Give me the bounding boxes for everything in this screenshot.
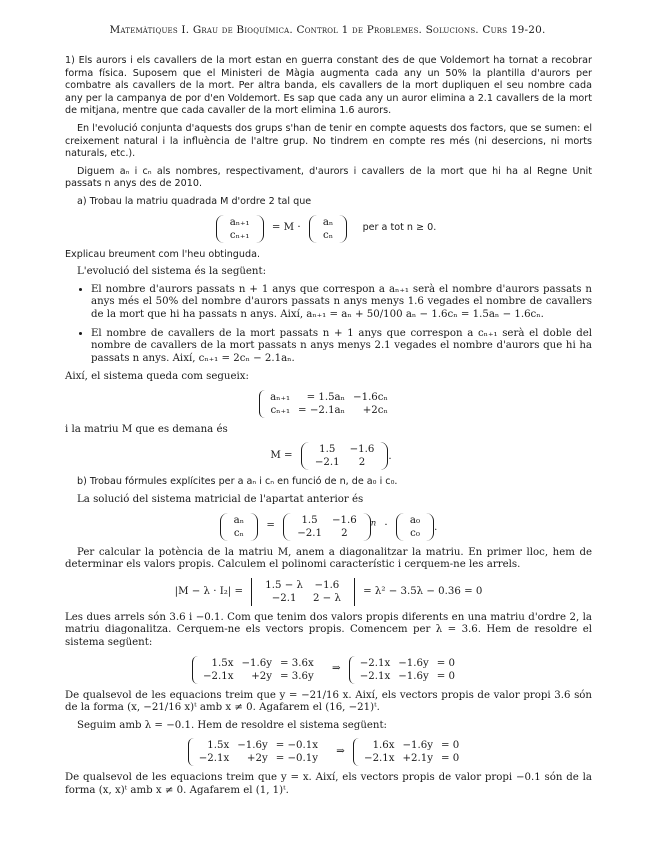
- vec-next-a: aₙ₊₁: [229, 216, 250, 228]
- next-eigenvalue: Seguim amb λ = −0.1. Hem de resoldre el sistema següent:: [77, 719, 387, 731]
- system-b-right: [353, 738, 469, 766]
- matrix-label: M =: [270, 450, 293, 462]
- vec-0-c: c₀: [410, 527, 420, 539]
- system-brace: [259, 390, 398, 418]
- power-exponent: n: [370, 518, 377, 529]
- sys-cell: +2cₙ: [362, 404, 388, 416]
- vector-zero: [396, 513, 434, 541]
- sys-cell: −2.1x: [359, 657, 391, 669]
- eigenvector-a: De qualsevol de les equacions treim que y = −21/16 x. Així, els vectors propis de valor propi 3.6 són de la forma (x, −21/16 x)ᵗ amb x ≠ 0. Agafarem el (16, −21)ᵗ.: [65, 689, 592, 714]
- sys-cell: 1.5x: [211, 657, 234, 669]
- sys-cell: +2y: [251, 670, 272, 682]
- matrix-m-body: [301, 442, 392, 470]
- charpoly-rhs: = λ² − 3.5λ − 0.36 = 0: [363, 585, 483, 597]
- diagonalize-paragraph: Per calcular la potència de la matriu M, anem a diagonalitzar la matriu. En primer lloc, hem de determinar els valors propis. Calculem el polinomi característic i cerquem-ne les arrels.: [65, 546, 592, 571]
- vec-cur-c: cₙ: [323, 229, 334, 241]
- sys-cell: −2.1x: [202, 670, 234, 682]
- sys-cell: −1.6cₙ: [353, 391, 388, 403]
- problem-notation: Diguem aₙ i cₙ als nombres, respectivament, d'aurors i cavallers de la mort que hi ha al Regne Unit passats n anys des de 2010.: [65, 165, 592, 190]
- list-item-cavallers: • El nombre de cavallers de la mort passats n + 1 anys que correspon a cₙ₊₁ serà el doble del nombre de cavallers de la mort passats n anys menys 2.1 vegades el nombre d'aurors que hi ha passats n anys. Així, cₙ₊₁ = 2cₙ − 2.1aₙ.: [91, 328, 592, 366]
- system-equations: [65, 390, 592, 418]
- sys-cell: = −2.1aₙ: [298, 404, 346, 416]
- document-body: [65, 55, 592, 803]
- equation-power: [65, 513, 592, 541]
- vector-current: [309, 215, 347, 243]
- sys-cell: = 0: [441, 753, 460, 765]
- sys-cell: 1.5x: [207, 740, 230, 752]
- sys-cell: aₙ₊₁: [270, 391, 291, 403]
- det-cell: 2 − λ: [312, 592, 341, 604]
- matrix-cell: 1.5: [301, 514, 318, 526]
- sys-cell: −2.1x: [198, 753, 230, 765]
- sys-cell: = 3.6y: [279, 670, 314, 682]
- sys-cell: −2.1x: [364, 753, 395, 765]
- system-intro: Així, el sistema queda com segueix:: [65, 371, 249, 383]
- period: .: [434, 521, 438, 533]
- evolution-intro: L'evolució del sistema és la següent:: [77, 266, 267, 278]
- matrix-intro: i la matriu M que es demana és: [65, 423, 228, 435]
- page-header: Matemàtiques I. Grau de Bioquímica. Control 1 de Problemes. Solucions. Curs 19-20.: [109, 24, 546, 36]
- sys-cell: −2.1x: [359, 670, 391, 682]
- characteristic-polynomial: [65, 578, 592, 606]
- matrix-cell: 2: [358, 457, 366, 469]
- det-cell: −2.1: [271, 592, 297, 604]
- vector-n: [220, 513, 258, 541]
- vec-n-c: cₙ: [233, 527, 244, 539]
- vec-next-c: cₙ₊₁: [229, 229, 250, 241]
- vector-next: [216, 215, 264, 243]
- problem-context: En l'evolució conjunta d'aquests dos grups s'han de tenir en compte aquests dos factors, que se sumen: el creixement natural i la influència de l'altre grup. No tindrem en compte res més (ni desercions, ni morts naturals, etc.).: [65, 122, 592, 160]
- eq-operator: = M ·: [271, 222, 301, 234]
- sys-cell: +2.1y: [402, 753, 434, 765]
- problem-statement: 1) Els aurors i els cavallers de la mort estan en guerra constant des de que Voldemort ha tornat a recobrar forma física. Suposem que el Ministeri de Màgia augmenta cada any un 50% la plantilla d'aurors per combatre als cavallers de la mort. Per altra banda, els cavallers de la mort dupliquen el seu nombre cada any per la campanya de por d'en Voldemort. Es sap que cada any un auror elimina a 2.1 cavallers de la mort de mitjana, mentre que cada cavaller de la mort elimina 1.6 aurors.: [65, 55, 592, 117]
- implies-arrow: ⇒: [336, 746, 345, 758]
- eigenvector-b: De qualsevol de les equacions treim que y = x. Així, els vectors propis de valor propi −0.1 són de la forma (x, x)ᵗ amb x ≠ 0. Agafarem el (1, 1)ᵗ.: [65, 772, 592, 796]
- vec-n-a: aₙ: [233, 514, 245, 526]
- charpoly-lhs: |M − λ · I₂| =: [174, 585, 244, 597]
- det-cell: 1.5 − λ: [265, 579, 303, 591]
- roots-paragraph: Les dues arrels són 3.6 i −0.1. Com que tenim dos valors propis diferents en una matriu d'ordre 2, la matriu diagonalitza. Cerquem-ne els vectors propis. Comencem per λ = 3.6. Hem de resoldre el sistema següent:: [65, 611, 592, 649]
- implies-arrow: ⇒: [331, 663, 341, 675]
- evolution-list: [65, 284, 592, 366]
- sys-cell: −1.6y: [402, 740, 434, 752]
- sys-cell: −1.6y: [237, 740, 268, 752]
- dot-operator: ·: [384, 520, 388, 532]
- matrix-cell: −1.6: [349, 444, 375, 456]
- sys-cell: = 0: [436, 657, 455, 669]
- eq-operator: =: [266, 520, 275, 532]
- matrix-cell: −1.6: [331, 514, 357, 526]
- sys-cell: −1.6y: [398, 657, 429, 669]
- matrix-power: [283, 513, 371, 541]
- sys-cell: = 1.5aₙ: [306, 391, 346, 403]
- explain-instruction: Explicau breument com l'heu obtinguda.: [65, 248, 260, 260]
- sys-cell: = −0.1x: [275, 740, 318, 752]
- vec-cur-a: aₙ: [322, 216, 334, 228]
- question-b: b) Trobau fórmules explícites per a aₙ i cₙ en funció de n, de a₀ i c₀.: [77, 476, 398, 488]
- system-a-left: [192, 656, 324, 684]
- matrix-cell: −2.1: [297, 527, 322, 539]
- eq-condition: per a tot n ≥ 0.: [362, 222, 437, 234]
- question-a: a) Trobau la matriu quadrada M d'ordre 2 tal que: [77, 195, 312, 207]
- matrix-m: [65, 442, 592, 470]
- sys-cell: = 0: [441, 740, 460, 752]
- system-lambda-3-6: [65, 656, 592, 684]
- system-b-left: [188, 738, 328, 766]
- det-cell: −1.6: [314, 579, 340, 591]
- sys-cell: cₙ₊₁: [270, 404, 291, 416]
- list-item-aurors: • El nombre d'aurors passats n + 1 anys que correspon a aₙ₊₁ serà el nombre d'aurors passats n anys més el 50% del nombre d'aurors passats n anys menys 1.6 vegades el nombre de cavallers de la mort que hi ha passats n anys. Així, aₙ₊₁ = aₙ + 50/100 aₙ − 1.6cₙ = 1.5aₙ − 1.6cₙ.: [91, 284, 592, 322]
- system-lambda-neg-0-1: [65, 738, 592, 766]
- matrix-cell: 2: [341, 527, 348, 539]
- sys-cell: = 3.6x: [279, 657, 314, 669]
- system-a-right: [349, 656, 465, 684]
- matrix-cell: −2.1: [314, 457, 340, 469]
- solution-intro: La solució del sistema matricial de l'apartat anterior és: [77, 494, 364, 506]
- sys-cell: 1.6x: [372, 740, 395, 752]
- vec-0-a: a₀: [409, 514, 421, 526]
- sys-cell: −1.6y: [398, 670, 429, 682]
- sys-cell: = −0.1y: [275, 753, 318, 765]
- sys-cell: −1.6y: [241, 657, 272, 669]
- sys-cell: +2y: [246, 753, 268, 765]
- equation-recurrence: [65, 215, 592, 243]
- period: .: [388, 451, 392, 463]
- sys-cell: = 0: [436, 670, 455, 682]
- matrix-cell: 1.5: [319, 444, 336, 456]
- charpoly-determinant: [251, 578, 355, 606]
